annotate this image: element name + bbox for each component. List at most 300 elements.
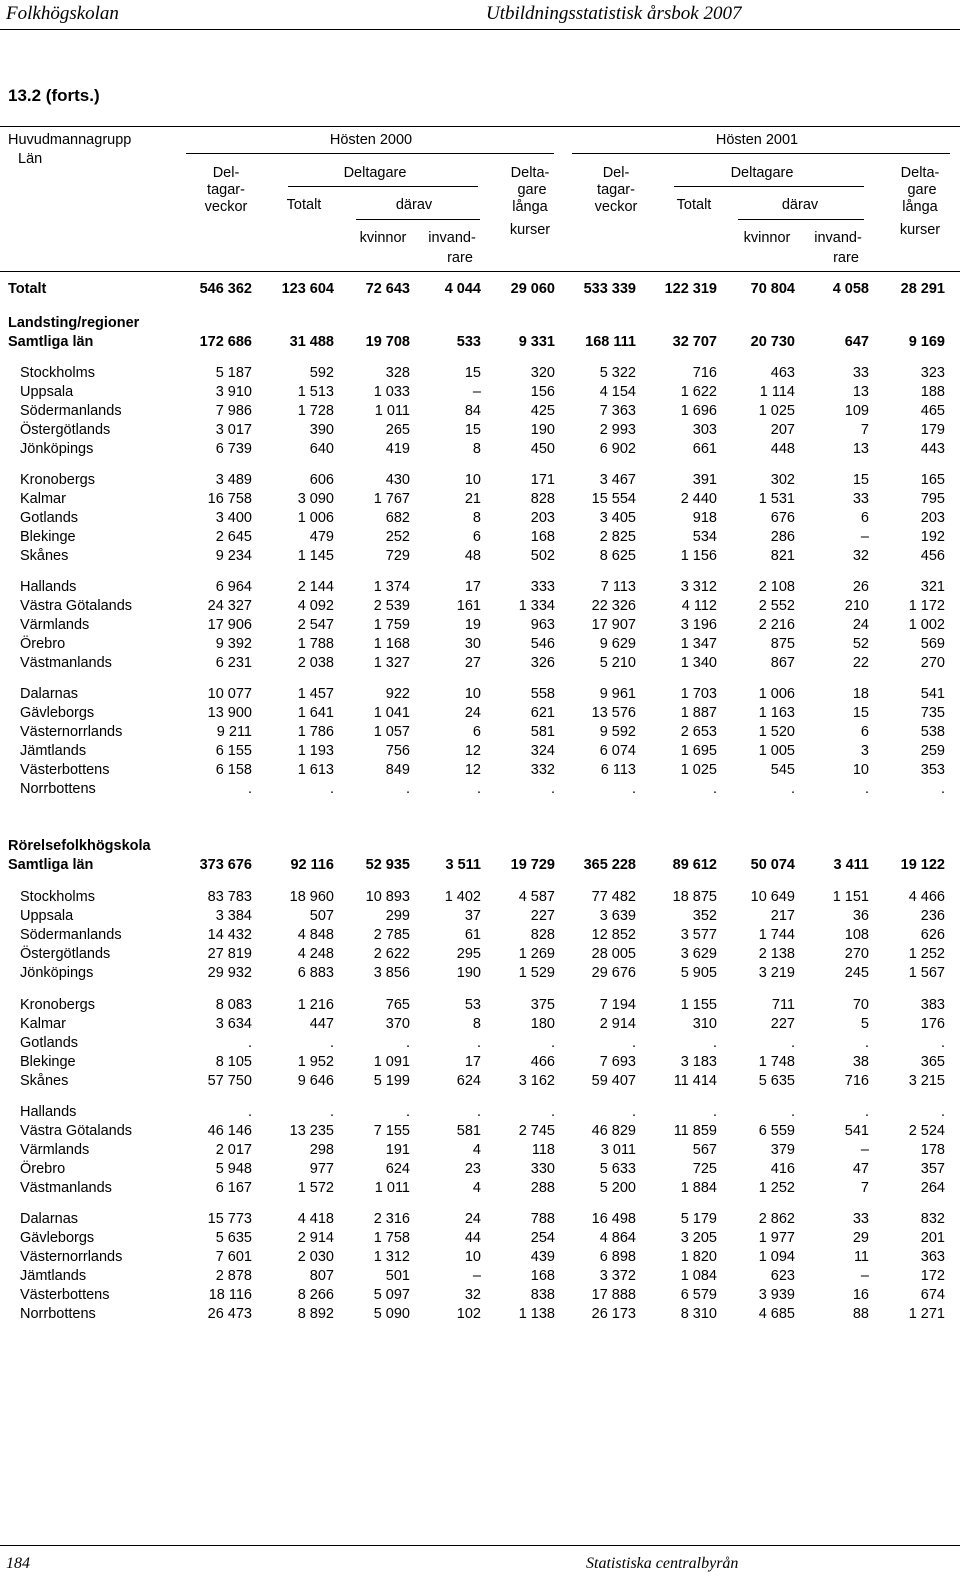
cell-value: 3 639 — [599, 908, 636, 924]
cell-value: 501 — [385, 1268, 410, 1284]
h2000-langa-l3: långa — [512, 199, 548, 215]
cell-value: 201 — [920, 1230, 945, 1246]
cell-value: 621 — [530, 705, 555, 721]
cell-value: 5 200 — [599, 1180, 636, 1196]
cell-value: 26 — [852, 579, 869, 595]
table-row — [0, 314, 960, 333]
row-label: Hallands — [20, 579, 77, 595]
h2000-langa-l4: kurser — [509, 222, 551, 238]
cell-value: 674 — [920, 1287, 945, 1303]
cell-value: 828 — [530, 491, 555, 507]
cell-value: 2 017 — [215, 1142, 252, 1158]
cell-value: 447 — [309, 1016, 334, 1032]
table-row — [0, 578, 960, 597]
cell-value: 59 407 — [591, 1073, 636, 1089]
table-row — [0, 1103, 960, 1122]
row-label: Östergötlands — [20, 422, 111, 438]
cell-value: 29 060 — [510, 281, 555, 297]
header-rule — [0, 29, 960, 30]
h2000-deltagarveckor-l1: Del- — [212, 165, 240, 181]
cell-value: 545 — [770, 762, 795, 778]
cell-value: 61 — [464, 927, 481, 943]
period-2000: Hösten 2000 — [329, 132, 413, 148]
stub-header: Huvudmannagrupp — [8, 132, 132, 148]
cell-value: 7 601 — [215, 1249, 252, 1265]
cell-value: 2 108 — [758, 579, 795, 595]
cell-value: 84 — [464, 403, 481, 419]
cell-value: 6 964 — [215, 579, 252, 595]
row-label: Västerbottens — [20, 762, 110, 778]
cell-value: 2 878 — [215, 1268, 252, 1284]
cell-value: – — [860, 1268, 869, 1284]
table-row — [0, 856, 960, 875]
cell-value: 6 902 — [599, 441, 636, 457]
cell-value: 465 — [920, 403, 945, 419]
row-label: Kronobergs — [20, 997, 95, 1013]
h2001-darav: därav — [781, 197, 819, 213]
cell-value: 12 852 — [591, 927, 636, 943]
cell-value: 1 252 — [908, 946, 945, 962]
row-label: Jämtlands — [20, 1268, 87, 1284]
row-label: Totalt — [8, 281, 47, 297]
table-head-bottom-rule — [0, 271, 960, 272]
table-row — [0, 528, 960, 547]
cell-value: 3 856 — [373, 965, 410, 981]
cell-value: 1 151 — [832, 889, 869, 905]
cell-value: 1 767 — [373, 491, 410, 507]
table-row — [0, 685, 960, 704]
cell-value: 1 695 — [680, 743, 717, 759]
cell-value: . — [790, 1104, 795, 1120]
cell-value: 2 914 — [599, 1016, 636, 1032]
table-row — [0, 1160, 960, 1179]
cell-value: 3 162 — [518, 1073, 555, 1089]
cell-value: 5 948 — [215, 1161, 252, 1177]
table-row — [0, 723, 960, 742]
cell-value: 172 — [920, 1268, 945, 1284]
cell-value: 330 — [530, 1161, 555, 1177]
cell-value: 7 — [860, 422, 869, 438]
footer-publisher: Statistiska centralbyrån — [586, 1555, 739, 1572]
cell-value: 32 — [852, 548, 869, 564]
cell-value: 92 116 — [290, 857, 334, 873]
cell-value: . — [247, 1104, 252, 1120]
cell-value: 19 — [464, 617, 481, 633]
cell-value: 227 — [530, 908, 555, 924]
cell-value: . — [864, 1035, 869, 1051]
cell-value: 6 158 — [215, 762, 252, 778]
cell-value: 390 — [309, 422, 334, 438]
cell-value: 569 — [920, 636, 945, 652]
cell-value: 4 154 — [599, 384, 636, 400]
cell-value: 168 111 — [585, 334, 636, 350]
cell-value: 3 090 — [297, 491, 334, 507]
cell-value: . — [864, 1104, 869, 1120]
row-label: Västerbottens — [20, 1287, 110, 1303]
cell-value: 1 269 — [518, 946, 555, 962]
cell-value: 1 759 — [373, 617, 410, 633]
h2001-deltagare-rule — [674, 186, 864, 187]
cell-value: 109 — [844, 403, 869, 419]
cell-value: 3 219 — [758, 965, 795, 981]
cell-value: 419 — [385, 441, 410, 457]
cell-value: 16 — [852, 1287, 869, 1303]
cell-value: 541 — [920, 686, 945, 702]
cell-value: 10 — [464, 1249, 481, 1265]
table-row — [0, 1210, 960, 1229]
cell-value: 161 — [456, 598, 481, 614]
row-label: Blekinge — [20, 1054, 76, 1070]
h2001-langa-l4: kurser — [899, 222, 941, 238]
cell-value: . — [712, 1104, 717, 1120]
page-number: 184 — [6, 1555, 30, 1572]
h2001-deltagare: Deltagare — [730, 165, 794, 181]
cell-value: 12 — [464, 762, 481, 778]
table-row — [0, 440, 960, 459]
cell-value: 1 622 — [680, 384, 717, 400]
cell-value: 24 327 — [207, 598, 252, 614]
cell-value: 8 266 — [297, 1287, 334, 1303]
cell-value: 682 — [385, 510, 410, 526]
stub-header-sub: Län — [18, 151, 43, 167]
cell-value: 288 — [530, 1180, 555, 1196]
cell-value: 1 005 — [758, 743, 795, 759]
cell-value: 1 138 — [518, 1306, 555, 1322]
cell-value: 533 339 — [583, 281, 636, 297]
cell-value: 33 — [852, 1211, 869, 1227]
cell-value: 3 372 — [599, 1268, 636, 1284]
section-title: 13.2 (forts.) — [8, 86, 100, 105]
cell-value: 17 — [464, 579, 481, 595]
cell-value: 353 — [920, 762, 945, 778]
cell-value: 918 — [692, 510, 717, 526]
cell-value: 558 — [530, 686, 555, 702]
cell-value: 538 — [920, 724, 945, 740]
cell-value: 1 025 — [680, 762, 717, 778]
cell-value: 3 939 — [758, 1287, 795, 1303]
cell-value: 443 — [920, 441, 945, 457]
cell-value: 1 216 — [297, 997, 334, 1013]
period-2001-rule — [572, 153, 950, 154]
table-row — [0, 1248, 960, 1267]
cell-value: 83 783 — [207, 889, 252, 905]
cell-value: 6 167 — [215, 1180, 252, 1196]
cell-value: 1 312 — [373, 1249, 410, 1265]
cell-value: 123 604 — [281, 281, 334, 297]
cell-value: 70 804 — [750, 281, 795, 297]
cell-value: 807 — [309, 1268, 334, 1284]
cell-value: 2 552 — [758, 598, 795, 614]
cell-value: 165 — [920, 472, 945, 488]
cell-value: 18 875 — [672, 889, 717, 905]
cell-value: . — [631, 781, 636, 797]
cell-value: 2 038 — [297, 655, 334, 671]
cell-value: 3 634 — [215, 1016, 252, 1032]
cell-value: . — [476, 1104, 481, 1120]
cell-value: 3 467 — [599, 472, 636, 488]
cell-value: 922 — [385, 686, 410, 702]
row-label: Uppsala — [20, 384, 74, 400]
cell-value: . — [329, 1104, 334, 1120]
cell-value: 38 — [852, 1054, 869, 1070]
cell-value: 7 — [860, 1180, 869, 1196]
cell-value: 254 — [530, 1230, 555, 1246]
cell-value: 2 993 — [599, 422, 636, 438]
table-row — [0, 490, 960, 509]
row-label: Kalmar — [20, 1016, 66, 1032]
cell-value: 1 033 — [373, 384, 410, 400]
cell-value: . — [631, 1104, 636, 1120]
cell-value: 6 — [860, 510, 869, 526]
cell-value: 13 — [852, 441, 869, 457]
cell-value: 3 577 — [680, 927, 717, 943]
cell-value: 13 900 — [207, 705, 252, 721]
table-row — [0, 996, 960, 1015]
cell-value: 15 554 — [591, 491, 636, 507]
cell-value: 52 — [852, 636, 869, 652]
cell-value: 48 — [464, 548, 481, 564]
cell-value: 192 — [920, 529, 945, 545]
cell-value: . — [247, 1035, 252, 1051]
cell-value: 1 155 — [680, 997, 717, 1013]
cell-value: 373 676 — [199, 857, 252, 873]
cell-value: 10 649 — [750, 889, 795, 905]
row-label: Samtliga län — [8, 857, 94, 873]
cell-value: 5 179 — [680, 1211, 717, 1227]
cell-value: 1 091 — [373, 1054, 410, 1070]
h2000-langa-l1: Delta- — [510, 165, 550, 181]
cell-value: 1 820 — [680, 1249, 717, 1265]
cell-value: 17 907 — [591, 617, 636, 633]
cell-value: 11 — [853, 1249, 869, 1265]
cell-value: 156 — [530, 384, 555, 400]
cell-value: 320 — [530, 365, 555, 381]
cell-value: 3 011 — [600, 1142, 636, 1158]
cell-value: 298 — [309, 1142, 334, 1158]
cell-value: 5 633 — [599, 1161, 636, 1177]
table-row — [0, 742, 960, 761]
cell-value: 7 363 — [599, 403, 636, 419]
cell-value: 191 — [385, 1142, 410, 1158]
cell-value: 2 440 — [680, 491, 717, 507]
cell-value: 1 252 — [758, 1180, 795, 1196]
cell-value: 2 216 — [758, 617, 795, 633]
table-row — [0, 616, 960, 635]
cell-value: 1 728 — [297, 403, 334, 419]
cell-value: 108 — [844, 927, 869, 943]
table-row — [0, 780, 960, 799]
cell-value: 333 — [530, 579, 555, 595]
cell-value: . — [476, 781, 481, 797]
cell-value: 867 — [770, 655, 795, 671]
h2001-invandrare-l1: invand- — [814, 230, 862, 246]
row-label: Västra Götalands — [20, 1123, 133, 1139]
cell-value: 2 316 — [373, 1211, 410, 1227]
cell-value: 180 — [530, 1016, 555, 1032]
cell-value: 977 — [309, 1161, 334, 1177]
cell-value: 3 629 — [680, 946, 717, 962]
cell-value: 52 935 — [365, 857, 410, 873]
cell-value: 541 — [844, 1123, 869, 1139]
cell-value: 647 — [844, 334, 869, 350]
cell-value: 72 643 — [365, 281, 410, 297]
cell-value: 626 — [920, 927, 945, 943]
row-label: Örebro — [20, 1161, 66, 1177]
cell-value: . — [940, 1035, 945, 1051]
cell-value: 32 — [464, 1287, 481, 1303]
h2001-langa-l1: Delta- — [900, 165, 940, 181]
cell-value: 383 — [920, 997, 945, 1013]
cell-value: 507 — [309, 908, 334, 924]
cell-value: 15 — [464, 422, 481, 438]
h2001-darav-rule — [738, 219, 864, 220]
row-label: Västmanlands — [20, 655, 112, 671]
cell-value: 546 — [530, 636, 555, 652]
cell-value: 9 961 — [599, 686, 636, 702]
period-2000-rule — [186, 153, 554, 154]
cell-value: 3 405 — [599, 510, 636, 526]
cell-value: 9 331 — [518, 334, 555, 350]
cell-value: 533 — [456, 334, 481, 350]
cell-value: 190 — [530, 422, 555, 438]
cell-value: 716 — [692, 365, 717, 381]
cell-value: 3 411 — [833, 857, 869, 873]
cell-value: 1 529 — [518, 965, 555, 981]
row-label: Östergötlands — [20, 946, 111, 962]
cell-value: 375 — [530, 997, 555, 1013]
cell-value: 479 — [309, 529, 334, 545]
cell-value: 5 635 — [215, 1230, 252, 1246]
row-label: Blekinge — [20, 529, 76, 545]
cell-value: . — [712, 1035, 717, 1051]
table-row — [0, 1179, 960, 1198]
cell-value: 466 — [530, 1054, 555, 1070]
cell-value: 838 — [530, 1287, 555, 1303]
cell-value: 22 — [852, 655, 869, 671]
table-row — [0, 547, 960, 566]
cell-value: 17 906 — [207, 617, 252, 633]
row-label: Rörelsefolkhögskola — [8, 838, 151, 854]
cell-value: 19 122 — [900, 857, 945, 873]
cell-value: 24 — [852, 617, 869, 633]
table-row — [0, 333, 960, 352]
cell-value: . — [864, 781, 869, 797]
cell-value: 14 432 — [207, 927, 252, 943]
h2000-darav-rule — [356, 219, 480, 220]
cell-value: 3 215 — [908, 1073, 945, 1089]
cell-value: 430 — [385, 472, 410, 488]
cell-value: 2 138 — [758, 946, 795, 962]
cell-value: 10 077 — [207, 686, 252, 702]
cell-value: 1 156 — [680, 548, 717, 564]
row-label: Norrbottens — [20, 1306, 96, 1322]
cell-value: . — [329, 1035, 334, 1051]
cell-value: 4 848 — [297, 927, 334, 943]
cell-value: 1 696 — [680, 403, 717, 419]
cell-value: 640 — [309, 441, 334, 457]
cell-value: 33 — [852, 365, 869, 381]
table-row — [0, 635, 960, 654]
table-row — [0, 761, 960, 780]
cell-value: 168 — [530, 1268, 555, 1284]
cell-value: 310 — [692, 1016, 717, 1032]
table-row — [0, 964, 960, 983]
h2000-deltagare: Deltagare — [343, 165, 407, 181]
cell-value: 4 418 — [297, 1211, 334, 1227]
cell-value: 4 112 — [681, 598, 717, 614]
table-row — [0, 907, 960, 926]
h2001-totalt: Totalt — [676, 197, 712, 213]
table-row — [0, 1286, 960, 1305]
table-row — [0, 1305, 960, 1324]
cell-value: . — [550, 781, 555, 797]
cell-value: 788 — [530, 1211, 555, 1227]
cell-value: 425 — [530, 403, 555, 419]
cell-value: 502 — [530, 548, 555, 564]
cell-value: 6 883 — [297, 965, 334, 981]
h2000-kvinnor: kvinnor — [359, 230, 407, 246]
row-label: Jämtlands — [20, 743, 87, 759]
cell-value: 203 — [530, 510, 555, 526]
row-label: Stockholms — [20, 889, 95, 905]
cell-value: 4 864 — [599, 1230, 636, 1246]
cell-value: 3 511 — [445, 857, 481, 873]
cell-value: – — [860, 529, 869, 545]
h2000-totalt: Totalt — [286, 197, 322, 213]
cell-value: 227 — [770, 1016, 795, 1032]
cell-value: 828 — [530, 927, 555, 943]
cell-value: 4 248 — [297, 946, 334, 962]
row-label: Värmlands — [20, 617, 90, 633]
cell-value: 1 567 — [908, 965, 945, 981]
cell-value: 6 559 — [758, 1123, 795, 1139]
cell-value: 53 — [464, 997, 481, 1013]
h2000-deltagare-rule — [288, 186, 478, 187]
cell-value: 5 210 — [599, 655, 636, 671]
row-label: Västmanlands — [20, 1180, 112, 1196]
cell-value: 5 635 — [758, 1073, 795, 1089]
row-label: Jönköpings — [20, 965, 94, 981]
cell-value: 2 645 — [215, 529, 252, 545]
cell-value: 1 703 — [680, 686, 717, 702]
cell-value: 1 006 — [758, 686, 795, 702]
row-label: Gävleborgs — [20, 1230, 95, 1246]
cell-value: . — [790, 781, 795, 797]
cell-value: . — [550, 1035, 555, 1051]
cell-value: 1 006 — [297, 510, 334, 526]
cell-value: 1 758 — [373, 1230, 410, 1246]
cell-value: 623 — [770, 1268, 795, 1284]
table-row — [0, 1053, 960, 1072]
cell-value: 19 729 — [510, 857, 555, 873]
cell-value: 321 — [920, 579, 945, 595]
cell-value: 27 819 — [207, 946, 252, 962]
cell-value: 624 — [456, 1073, 481, 1089]
cell-value: 3 205 — [680, 1230, 717, 1246]
row-label: Samtliga län — [8, 334, 94, 350]
table-row — [0, 1267, 960, 1286]
cell-value: 711 — [771, 997, 795, 1013]
table-row — [0, 704, 960, 723]
cell-value: 1 094 — [758, 1249, 795, 1265]
table-row — [0, 1015, 960, 1034]
cell-value: 363 — [920, 1249, 945, 1265]
h2001-deltagarveckor-l3: veckor — [594, 199, 638, 215]
row-label: Landsting/regioner — [8, 315, 140, 331]
cell-value: 365 — [920, 1054, 945, 1070]
cell-value: 6 739 — [215, 441, 252, 457]
cell-value: 2 825 — [599, 529, 636, 545]
